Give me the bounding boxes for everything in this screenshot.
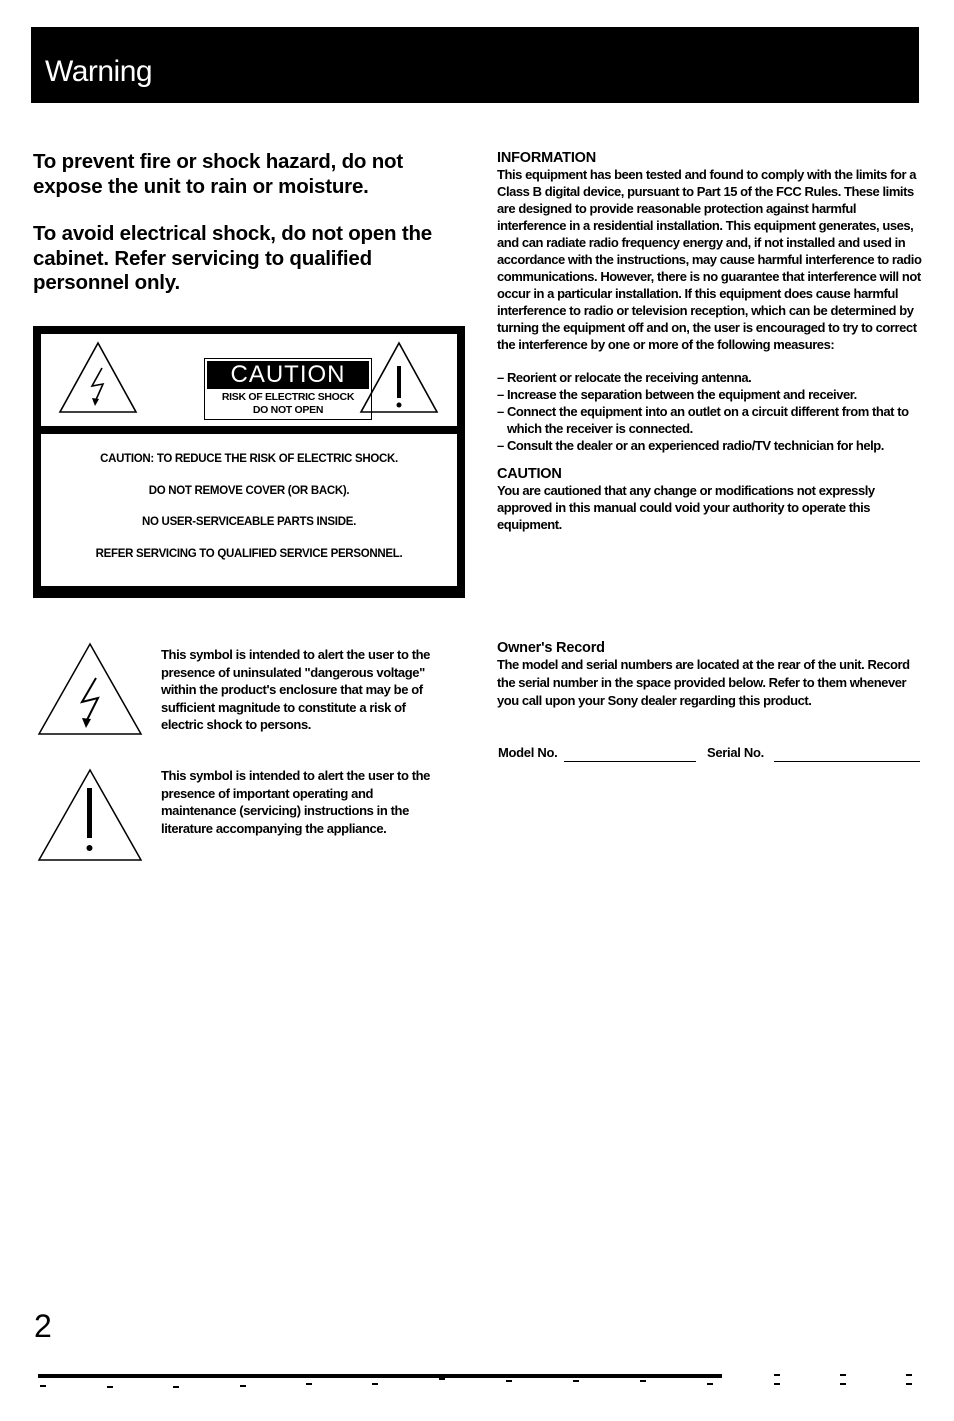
instructions-symbol-text: This symbol is intended to alert the user to the presence of important operating and maintenance (servicing) instructions in the literature accompanying the appliance. — [161, 768, 431, 836]
caution-label — [33, 326, 465, 598]
footer-mark — [640, 1380, 646, 1382]
page-number: 2 — [34, 1308, 52, 1344]
footer-mark — [107, 1386, 113, 1388]
owners-record-section — [497, 640, 922, 710]
caution-section-body: You are cautioned that any change or modifications not expressly approved in this manual could void your authority to operate this equipment. — [497, 483, 875, 532]
footer-mark — [906, 1383, 912, 1385]
measure-item: – Reorient or relocate the receiving antenna. — [497, 370, 752, 385]
information-heading: INFORMATION — [497, 150, 597, 166]
caution-line: DO NOT REMOVE COVER (OR BACK). — [148, 485, 350, 497]
footer-mark — [240, 1385, 246, 1387]
caution-heading: CAUTION — [207, 361, 369, 389]
caution-sub-line1: RISK OF ELECTRIC SHOCK — [221, 391, 355, 403]
electrical-shock-warning: To avoid electrical shock, do not open the cabinet. Refer servicing to qualified personnel only. — [33, 222, 433, 294]
caution-label-top — [41, 334, 457, 426]
exclamation-triangle-icon — [357, 340, 441, 416]
footer-mark — [40, 1385, 46, 1387]
exclamation-triangle-icon — [37, 768, 143, 862]
measure-item: – Increase the separation between the equipment and receiver. — [497, 387, 857, 402]
serial-no-label: Serial No. — [707, 745, 764, 760]
footer-mark — [573, 1380, 579, 1382]
footer-mark — [774, 1383, 780, 1385]
serial-no-field[interactable] — [774, 747, 920, 762]
information-section — [497, 150, 922, 533]
model-no-label: Model No. — [498, 745, 558, 760]
caution-line: REFER SERVICING TO QUALIFIED SERVICE PERSONNEL. — [95, 548, 403, 560]
fire-shock-warning: To prevent fire or shock hazard, do not expose the unit to rain or moisture. — [33, 150, 403, 198]
voltage-symbol-text: This symbol is intended to alert the user to the presence of uninsulated "dangerous voltage" within the product's enclosure that may be of sufficient magnitude to constitute a risk of electric shock to persons. — [161, 647, 431, 732]
header-bar — [31, 27, 919, 103]
footer-mark — [372, 1383, 378, 1385]
lightning-triangle-icon — [37, 642, 143, 736]
measure-item: – Consult the dealer or an experienced radio/TV technician for help. — [497, 438, 884, 453]
footer-mark — [774, 1374, 780, 1376]
model-no-field[interactable] — [564, 747, 696, 762]
footer-mark — [840, 1374, 846, 1376]
caution-box — [204, 358, 372, 420]
footer-mark — [506, 1380, 512, 1382]
caution-line: CAUTION: TO REDUCE THE RISK OF ELECTRIC SHOCK. — [100, 453, 398, 465]
caution-label-body — [41, 434, 457, 586]
footer-mark — [840, 1383, 846, 1385]
measure-item: – Connect the equipment into an outlet on a circuit different from that to which the receiver is connected. — [497, 404, 909, 436]
footer-mark — [906, 1374, 912, 1376]
footer-mark — [306, 1383, 312, 1385]
owners-record-body: The model and serial numbers are located at the rear of the unit. Record the serial number in the space provided below. Refer to them whenever you call upon your Sony dealer regarding this product. — [497, 657, 910, 708]
record-fields — [498, 745, 920, 765]
lightning-triangle-icon — [56, 340, 140, 416]
owners-record-heading: Owner's Record — [497, 640, 605, 656]
footer-rule — [38, 1374, 722, 1378]
caution-line: NO USER-SERVICEABLE PARTS INSIDE. — [142, 516, 356, 528]
footer-mark — [173, 1386, 179, 1388]
caution-section-heading: CAUTION — [497, 466, 562, 482]
footer-mark — [707, 1383, 713, 1385]
footer-mark — [439, 1378, 445, 1380]
information-body: This equipment has been tested and found to comply with the limits for a Class B digital device, pursuant to Part 15 of the FCC Rules. These limits are designed to provide reasonable protection against harmful interference in a residential installation. This equipment generates, uses, and can radiate radio frequency energy and, if not installed and used in accordance with the instructions, may cause harmful interference to radio communications. However, there is no guarantee that interference will not occur in a particular installation. If this equipment does cause harmful interference to radio or television reception, which can be determined by turning the equipment off and on, the user is encouraged to try to correct the interference by one or more of the following measures: — [497, 167, 922, 352]
page-title: Warning — [45, 55, 153, 88]
caution-sub-line2: DO NOT OPEN — [252, 404, 324, 416]
